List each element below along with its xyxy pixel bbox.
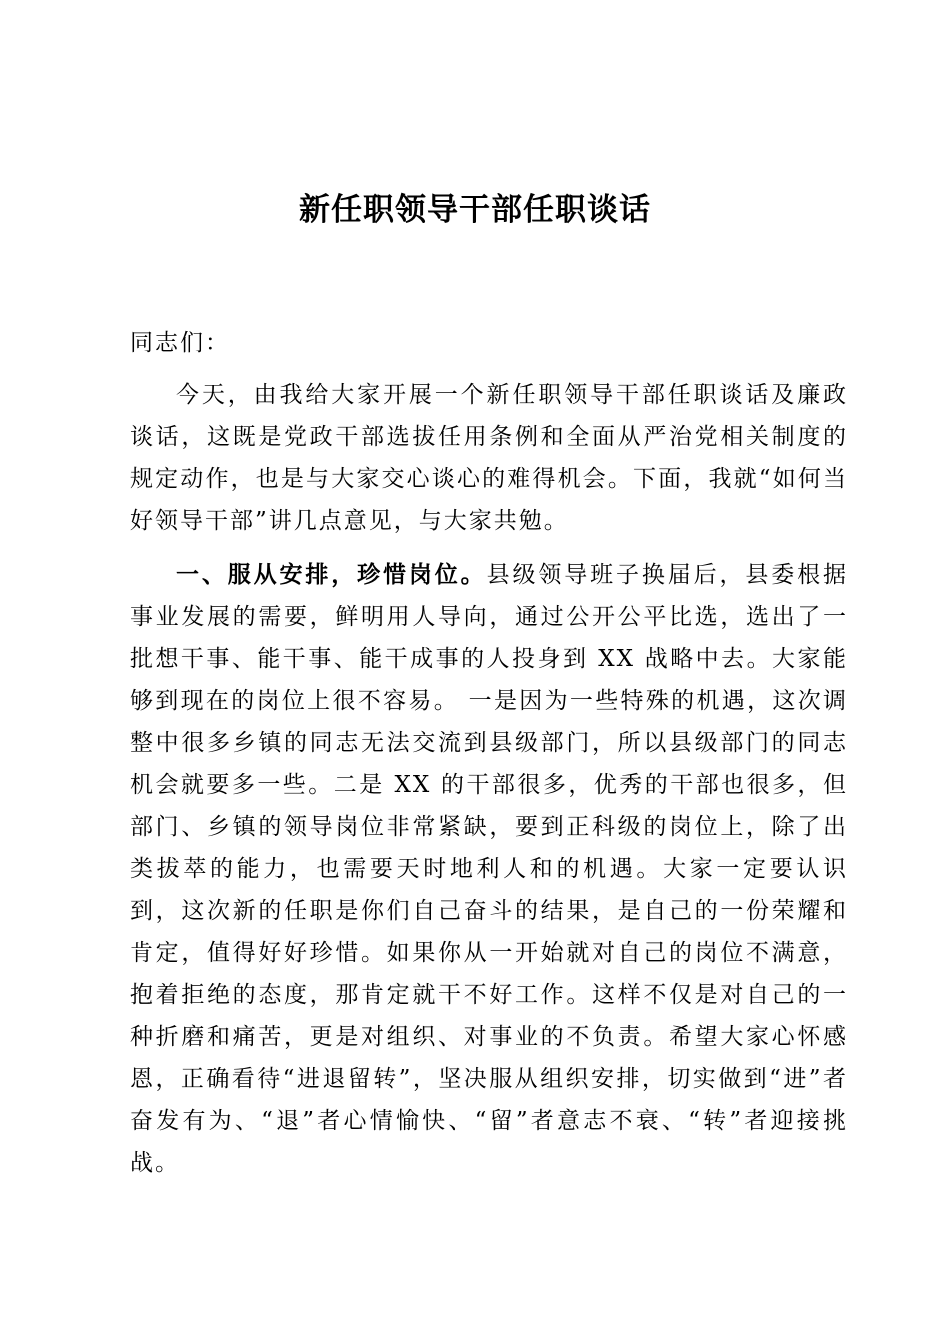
- greeting: 同志们：: [130, 330, 230, 356]
- document-body: [130, 322, 848, 1196]
- paragraph-intro-text: 今天，由我给大家开展一个新任职领导干部任职谈话及廉政谈话，这既是党政干部选拔任用条例和全面从严治党相关制度的规定动作，也是与大家交心谈心的难得机会。下面，我就“如何当好领导干部”讲几点意见，与大家共勉。: [130, 382, 848, 534]
- paragraph-intro: [130, 374, 848, 542]
- section-1-text: 县级领导班子换届后，县委根据事业发展的需要，鲜明用人导向，通过公开公平比选，选出了一批想干事、能干事、能干成事的人投身到 XX 战略中去。大家能够到现在的岗位上很不容易。 一是因为一些特殊的机遇，这次调整中很多乡镇的同志无法交流到县级部门，所以县级部门的同志机会就要多一些。二是 XX 的干部很多，优秀的干部也很多，但部门、乡镇的领导岗位非常紧缺，要到正科级的岗位上，除了出类拔萃的能力，也需要天时地利人和的机遇。大家一定要认识到，这次新的任职是你们自己奋斗的结果，是自己的一份荣耀和肯定，值得好好珍惜。如果你从一开始就对自己的岗位不满意，抱着拒绝的态度，那肯定就干不好工作。这样不仅是对自己的一种折磨和痛苦，更是对组织、对事业的不负责。希望大家心怀感恩，正确看待“进退留转”，坚决服从组织安排，切实做到“进”者奋发有为、“退”者心情愉快、“留”者意志不衰、“转”者迎接挑战。: [130, 562, 849, 1176]
- document-title: 新任职领导干部任职谈话: [299, 192, 651, 228]
- paragraph-section-1: [130, 554, 848, 1184]
- section-1-heading: 一、服从安排，珍惜岗位。: [176, 562, 487, 588]
